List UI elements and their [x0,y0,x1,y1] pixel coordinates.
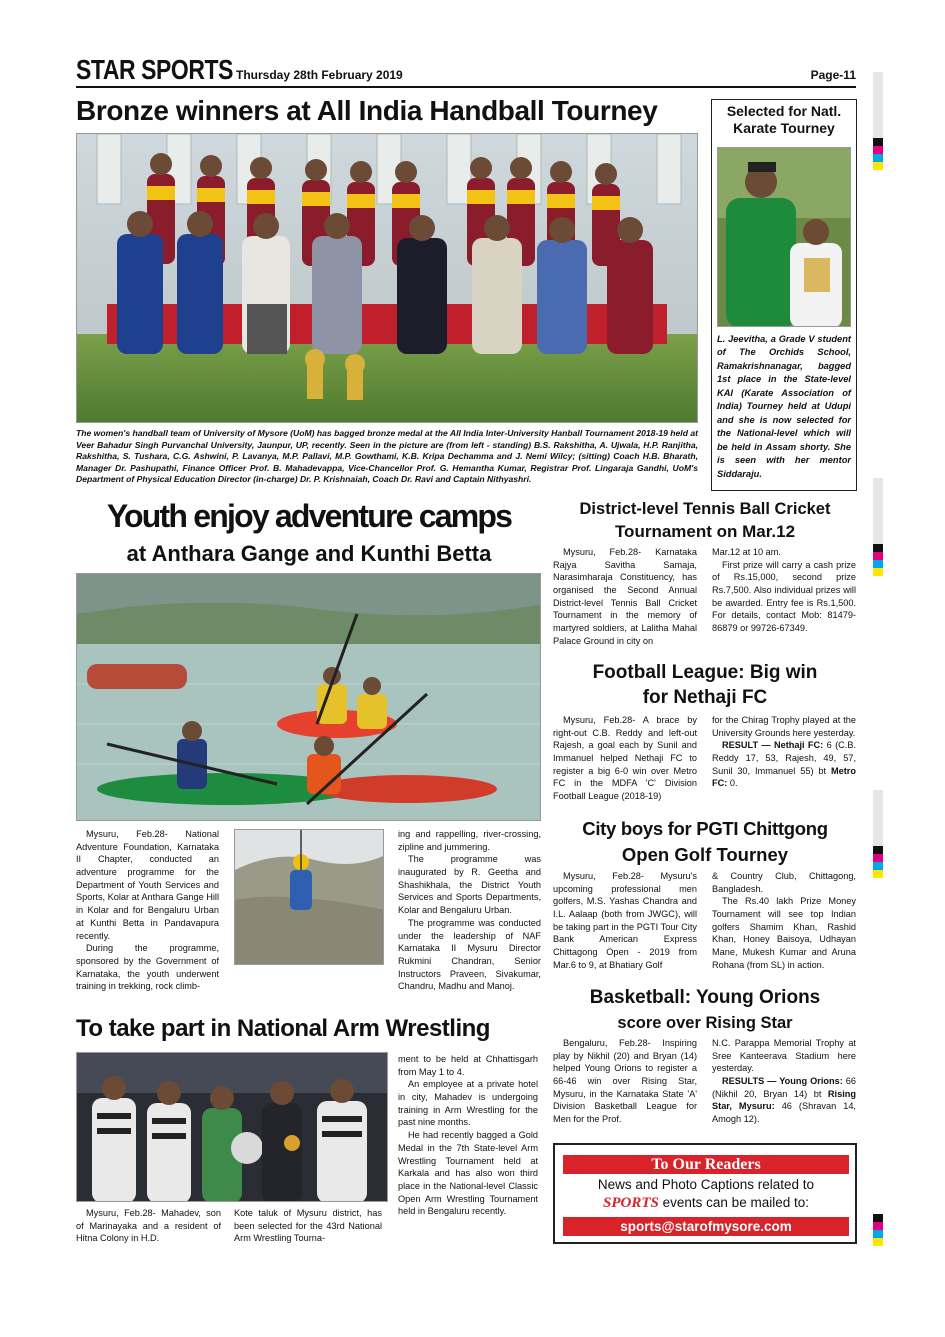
readers-sports-word: SPORTS [603,1195,659,1211]
registration-swatch-magenta [873,854,883,862]
armwrestling-para: An employee at a private hotel in city, Mahadev is undergoing training in Arm Wrestling for the past nine months. [398,1079,538,1128]
karate-headline: Selected for Natl. Karate Tourney [726,103,842,136]
football-result-label: RESULT — Nethaji FC: [722,740,824,751]
handball-caption: The women's handball team of University of Mysore (UoM) has bagged bronze medal at the All India Inter-University Hanball Tournament 2018-19 held at Veer Bahadur Singh Purvanchal University, Jaunpur, UP, recently. Seen in the picture are (from left - standing) B.S. Rakshitha, A. Ujwala, H.P. Ranjitha, Rakshitha, S. Tushara, C.G. Ashwini, P. Lavanya, M.P. Pallavi, M.P. Gowthami, K.B. Kripa Dechamma and J. Nemi Wilcy; (sitting) Coach H.B. Bharath, Manager Dr. Pashupathi, Finance Officer Prof. B. Mahadevappa, Vice-Chancellor Prof. G. Hemantha Kumar, Registrar Prof. Lingaraja Gandhi, UoM's Department of Physical Education Director (in-charge) Dr. P. Krishnaiah, Coach Dr. Ravi and Captain Nithyashri. [76,428,698,485]
cricket-col1 [553,546,697,648]
basketball-result [712,1075,856,1126]
basketball-result-text: 66 (Nikhil 20, Bryan 14) bt [712,1076,856,1099]
registration-swatch-yellow [873,568,883,576]
masthead [76,54,856,88]
registration-swatch-yellow [873,1238,883,1246]
registration-swatch-black [873,846,883,854]
karate-caption: L. Jeevitha, a Grade V student of The Orchids School, Ramakrishnanagar, bagged 1st place in the State-level KAI (Karate Association of India) Tourney held at Udupi and she is now selected for the National-level which will be held in Assam shorty. She is seen with her mentor Siddaraju. [717,334,851,479]
cricket-para: First prize will carry a cash prize of Rs.15,000, second prize Rs.7,500. Also individual prizes will be awarded. Entry fee is Rs.1,500. For details, contact Mob: 81479-86879 or 99726-67349. [712,559,856,634]
readers-line1: News and Photo Captions related to [597,1177,815,1192]
golf-para: Mysuru, Feb.28- Mysuru's upcoming professional men golfers, M.S. Yashas Chandra and I.L. Aalaap (both from JWGC), will be taking part in the PGTI Tour City Bank American Express Chittagong Open - 2019 from Mar.6 to 9, at Bhatiary Golf [553,871,697,970]
adventure-para: During the programme, sponsored by the Government of Karnataka, the youth underwent training in trekking, rock climb- [76,943,219,992]
football-result-text: 6 (C.B. Reddy 17, 53, Rajesh, 49, 57, Sunil 30, Immanuel 55) bt [712,740,856,776]
golf-col2 [712,870,856,972]
readers-box [553,1143,857,1244]
armwrestling-col2 [234,1207,382,1245]
basketball-result-label: RESULTS — Young Orions: [722,1076,843,1087]
readers-line2: events can be mailed to: [662,1195,809,1210]
readers-line2-wrap [559,1195,853,1212]
registration-swatch-cyan [873,862,883,870]
football-col1 [553,714,697,803]
registration-swatch-magenta [873,1222,883,1230]
football-result-loser: Metro FC: [712,765,856,789]
registration-swatch-cyan [873,560,883,568]
registration-swatch-yellow [873,162,883,170]
armwrestling-col1 [76,1207,221,1245]
cricket-col2 [712,546,856,635]
registration-swatch-cyan [873,1230,883,1238]
registration-bar-lower [873,790,883,846]
registration-swatch-magenta [873,552,883,560]
basketball-result-loser: Rising Star, Mysuru: [712,1088,856,1112]
armwrestling-para: He had recently bagged a Gold Medal in the 7th State-level Arm Wrestling Tournament held at Karkala and has also won third place in the National-level Classic Open Arm Wrestling Tournament held in Bengaluru recently. [398,1130,538,1217]
football-para: for the Chirag Trophy played at the University Grounds here yesterday. [712,715,856,738]
adventure-col2 [398,828,541,993]
cricket-subheadline: Tournament on Mar.12 [614,522,796,541]
registration-swatch-yellow [873,870,883,878]
adventure-col1 [76,828,219,993]
registration-swatch-black [873,138,883,146]
football-headline: Football League: Big win [592,662,818,683]
football-result [712,739,856,790]
armwrestling-para: Kote taluk of Mysuru district, has been selected for the 43rd National Arm Wrestling Tourna- [234,1208,382,1244]
armwrestling-photo [76,1052,388,1202]
kayaking-photo [76,573,541,821]
basketball-result-end: 46 (Shravan 14, Amogh 12). [712,1101,856,1125]
armwrestling-col3 [398,1053,538,1218]
football-para: Mysuru, Feb.28- A brace by right-out C.B. Reddy and left-out Rajesh, a goal each by Sunil and Immanuel helped Nethaji FC to register a big 6-0 win over Metro FC in the MDFA 'C' Division Football League (2018-19) [553,715,697,802]
section-title: STAR SPORTS [76,54,234,85]
football-result-end: 0. [729,778,738,789]
basketball-col1 [553,1037,697,1126]
readers-email[interactable]: sports@starofmysore.com [620,1219,792,1234]
rappelling-photo [234,829,384,965]
basketball-headline: Basketball: Young Orions [589,987,821,1008]
registration-bar-top [873,72,883,138]
readers-title: To Our Readers [651,1156,761,1173]
basketball-col2 [712,1037,856,1126]
registration-bar-mid [873,478,883,544]
cricket-para: Mar.12 at 10 am. [712,547,781,557]
golf-subheadline: Open Golf Tourney [621,844,789,865]
basketball-subheadline: score over Rising Star [617,1014,793,1032]
registration-swatch-black [873,544,883,552]
registration-swatch-magenta [873,146,883,154]
handball-headline: Bronze winners at All India Handball Tourney [76,95,658,126]
football-col2 [712,714,856,790]
adventure-para: The programme was inaugurated by R. Geetha and Shashikhala, the District Youth Services and Sports Departments, Kolar and Bengaluru Urban. [398,854,541,916]
golf-headline: City boys for PGTI Chittgong [582,818,828,839]
adventure-headline: Youth enjoy adventure camps [106,498,512,534]
adventure-subheadline: at Anthara Gange and Kunthi Betta [126,541,492,566]
armwrestling-headline: To take part in National Arm Wrestling [76,1015,490,1042]
golf-col1 [553,870,697,972]
armwrestling-para: Mysuru, Feb.28- Mahadev, son of Marinayaka and a resident of Hitna Colony in H.D. [76,1208,221,1244]
page-number: Page-11 [810,68,856,82]
golf-para: The Rs.40 lakh Prize Money Tournament will see top Indian golfers Shamim Khan, Rashid Khan, Honey Baisoya, Udhayan Mane, Mukesh Kumar and Aruna Rohana (from SL) in action. [712,896,856,970]
registration-swatch-black [873,1214,883,1222]
football-subheadline: for Nethaji FC [642,687,768,708]
issue-date: Thursday 28th February 2019 [236,68,403,82]
basketball-para: N.C. Parappa Memorial Trophy at Sree Kanteerava Stadium here yesterday. [712,1038,856,1074]
armwrestling-para: ment to be held at Chhattisgarh from May 1 to 4. [398,1054,538,1077]
karate-box [711,99,857,491]
golf-para: & Country Club, Chittagong, Bangladesh. [712,871,856,894]
basketball-para: Bengaluru, Feb.28- Inspiring play by Nikhil (20) and Bryan (14) helped Young Orions to register a 66-46 win over Rising Star, Mysuru, in the Karnataka State 'A' Division Basketball League for Men for the Prof. [553,1038,697,1125]
karate-photo [717,147,851,327]
cricket-headline: District-level Tennis Ball Cricket [579,500,831,518]
adventure-para: ing and rappelling, river-crossing, zipline and jummering. [398,829,541,852]
cricket-para: Mysuru, Feb.28- Karnataka Rajya Savitha Samaja, Narasimharaja Constituency, has organised the Second Annual District-level Tennis Ball Cricket Tournament in the memory of martyred soldiers, at Lalitha Mahal Palace Ground in city on [553,547,697,646]
adventure-para: The programme was conducted under the leadership of NAF Karnataka II Mysuru Director Rukmini Chandran, Senior Instructors Praveen, Sivakumar, Chandru, Madhu and Manoj. [398,917,541,992]
handball-team-photo [76,133,698,423]
adventure-para: Mysuru, Feb.28- National Adventure Foundation, Karnataka II Chapter, conducted an adventure programme for the Department of Youth Services and Sports, Kolar at Anthara Gange Hill in Kolar and for Bengaluru Urban at Kunthi Betta in Pandavapura recently. [76,829,219,941]
registration-swatch-cyan [873,154,883,162]
